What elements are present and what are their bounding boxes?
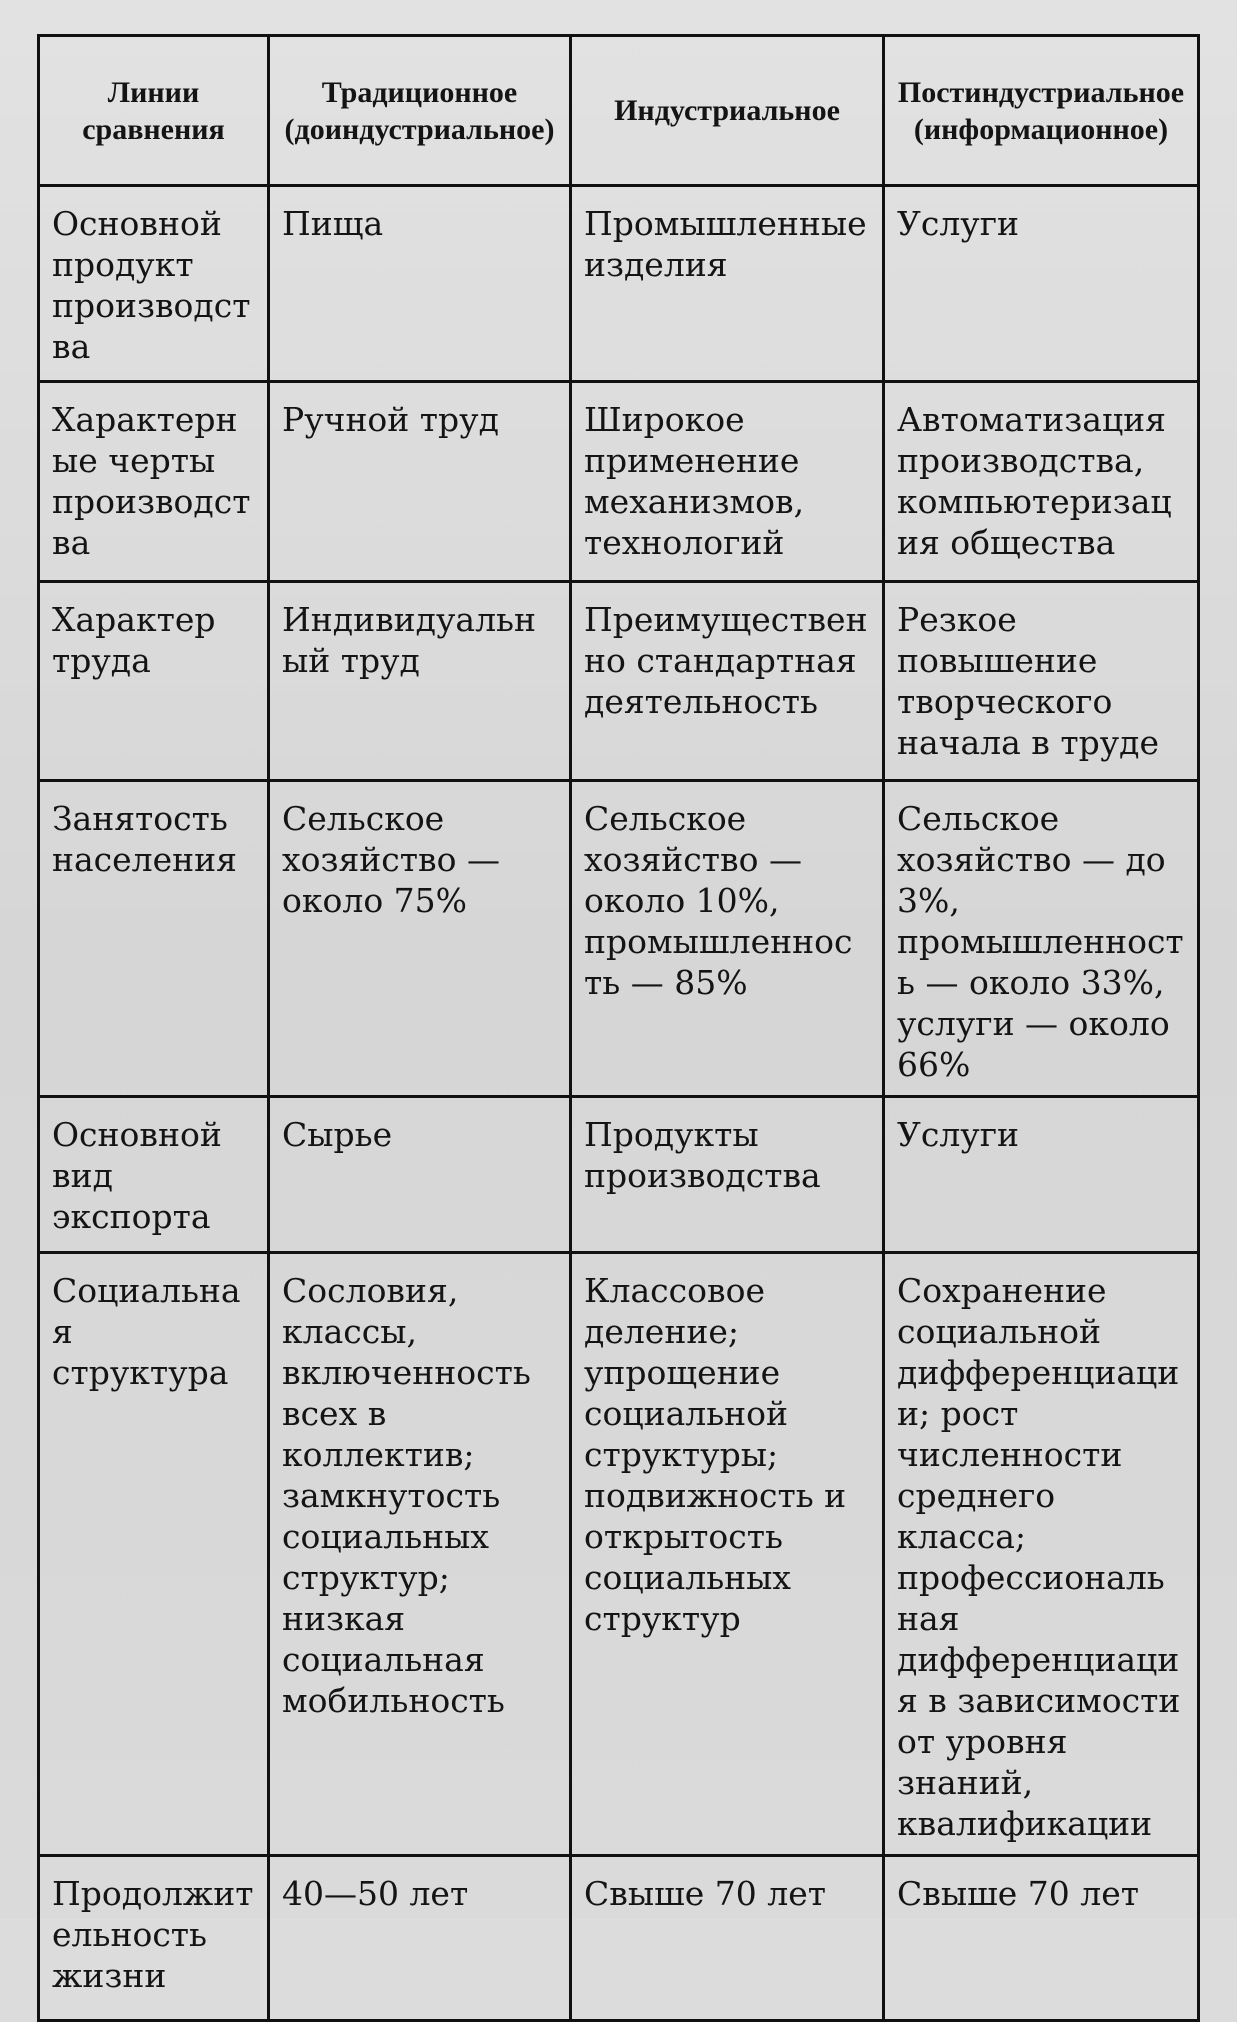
- cell-industrial: Классовое деление; упрощение социальной структуры; подвижность и открытость социальных структур: [571, 1253, 884, 1856]
- row-criterion: Продолжительность жизни: [39, 1856, 269, 2021]
- table-row: [39, 1097, 1199, 1253]
- society-comparison-table: [37, 34, 1200, 2022]
- cell-traditional: 40—50 лет: [269, 1856, 571, 2021]
- table-row: [39, 781, 1199, 1097]
- row-criterion: Характер труда: [39, 582, 269, 781]
- table-row: [39, 382, 1199, 582]
- cell-industrial: Преимущественно стандартная деятельность: [571, 582, 884, 781]
- cell-postindustrial: Свыше 70 лет: [884, 1856, 1199, 2021]
- header-industrial: Индустриальное: [571, 36, 884, 186]
- cell-traditional: Сословия, классы, включенность всех в коллектив; замкнутость социальных структур; низкая социальная мобильность: [269, 1253, 571, 1856]
- table-body: [39, 186, 1199, 2021]
- cell-industrial: Продукты производства: [571, 1097, 884, 1253]
- header-row: [39, 36, 1199, 186]
- row-criterion: Основной вид экспорта: [39, 1097, 269, 1253]
- cell-traditional: Пища: [269, 186, 571, 382]
- cell-postindustrial: Сельское хозяйство — до 3%, промышленность — около 33%, услуги — около 66%: [884, 781, 1199, 1097]
- cell-postindustrial: Резкое повышение творческого начала в труде: [884, 582, 1199, 781]
- row-criterion: Характерные черты производства: [39, 382, 269, 582]
- table-row: [39, 582, 1199, 781]
- cell-traditional: Сельское хозяйство — около 75%: [269, 781, 571, 1097]
- cell-industrial: Промышленные изделия: [571, 186, 884, 382]
- table-row: [39, 1253, 1199, 1856]
- cell-traditional: Индивидуальный труд: [269, 582, 571, 781]
- header-traditional: Традиционное (доиндустриальное): [269, 36, 571, 186]
- row-criterion: Социальная структура: [39, 1253, 269, 1856]
- cell-industrial: Свыше 70 лет: [571, 1856, 884, 2021]
- cell-industrial: Сельское хозяйство — около 10%, промышленность — 85%: [571, 781, 884, 1097]
- cell-postindustrial: Автоматизация производства, компьютеризация общества: [884, 382, 1199, 582]
- cell-postindustrial: Услуги: [884, 1097, 1199, 1253]
- header-criterion: Линии сравнения: [39, 36, 269, 186]
- cell-industrial: Широкое применение механизмов, технологий: [571, 382, 884, 582]
- table-row: [39, 1856, 1199, 2021]
- row-criterion: Основной продукт производства: [39, 186, 269, 382]
- table-header: [39, 36, 1199, 186]
- cell-traditional: Сырье: [269, 1097, 571, 1253]
- table-row: [39, 186, 1199, 382]
- cell-postindustrial: Услуги: [884, 186, 1199, 382]
- cell-postindustrial: Сохранение социальной дифференциации; рост численности среднего класса; профессиональная дифференциация в зависимости от уровня знаний, квалификации: [884, 1253, 1199, 1856]
- cell-traditional: Ручной труд: [269, 382, 571, 582]
- header-postindustrial: Постиндустриальное (информационное): [884, 36, 1199, 186]
- row-criterion: Занятость населения: [39, 781, 269, 1097]
